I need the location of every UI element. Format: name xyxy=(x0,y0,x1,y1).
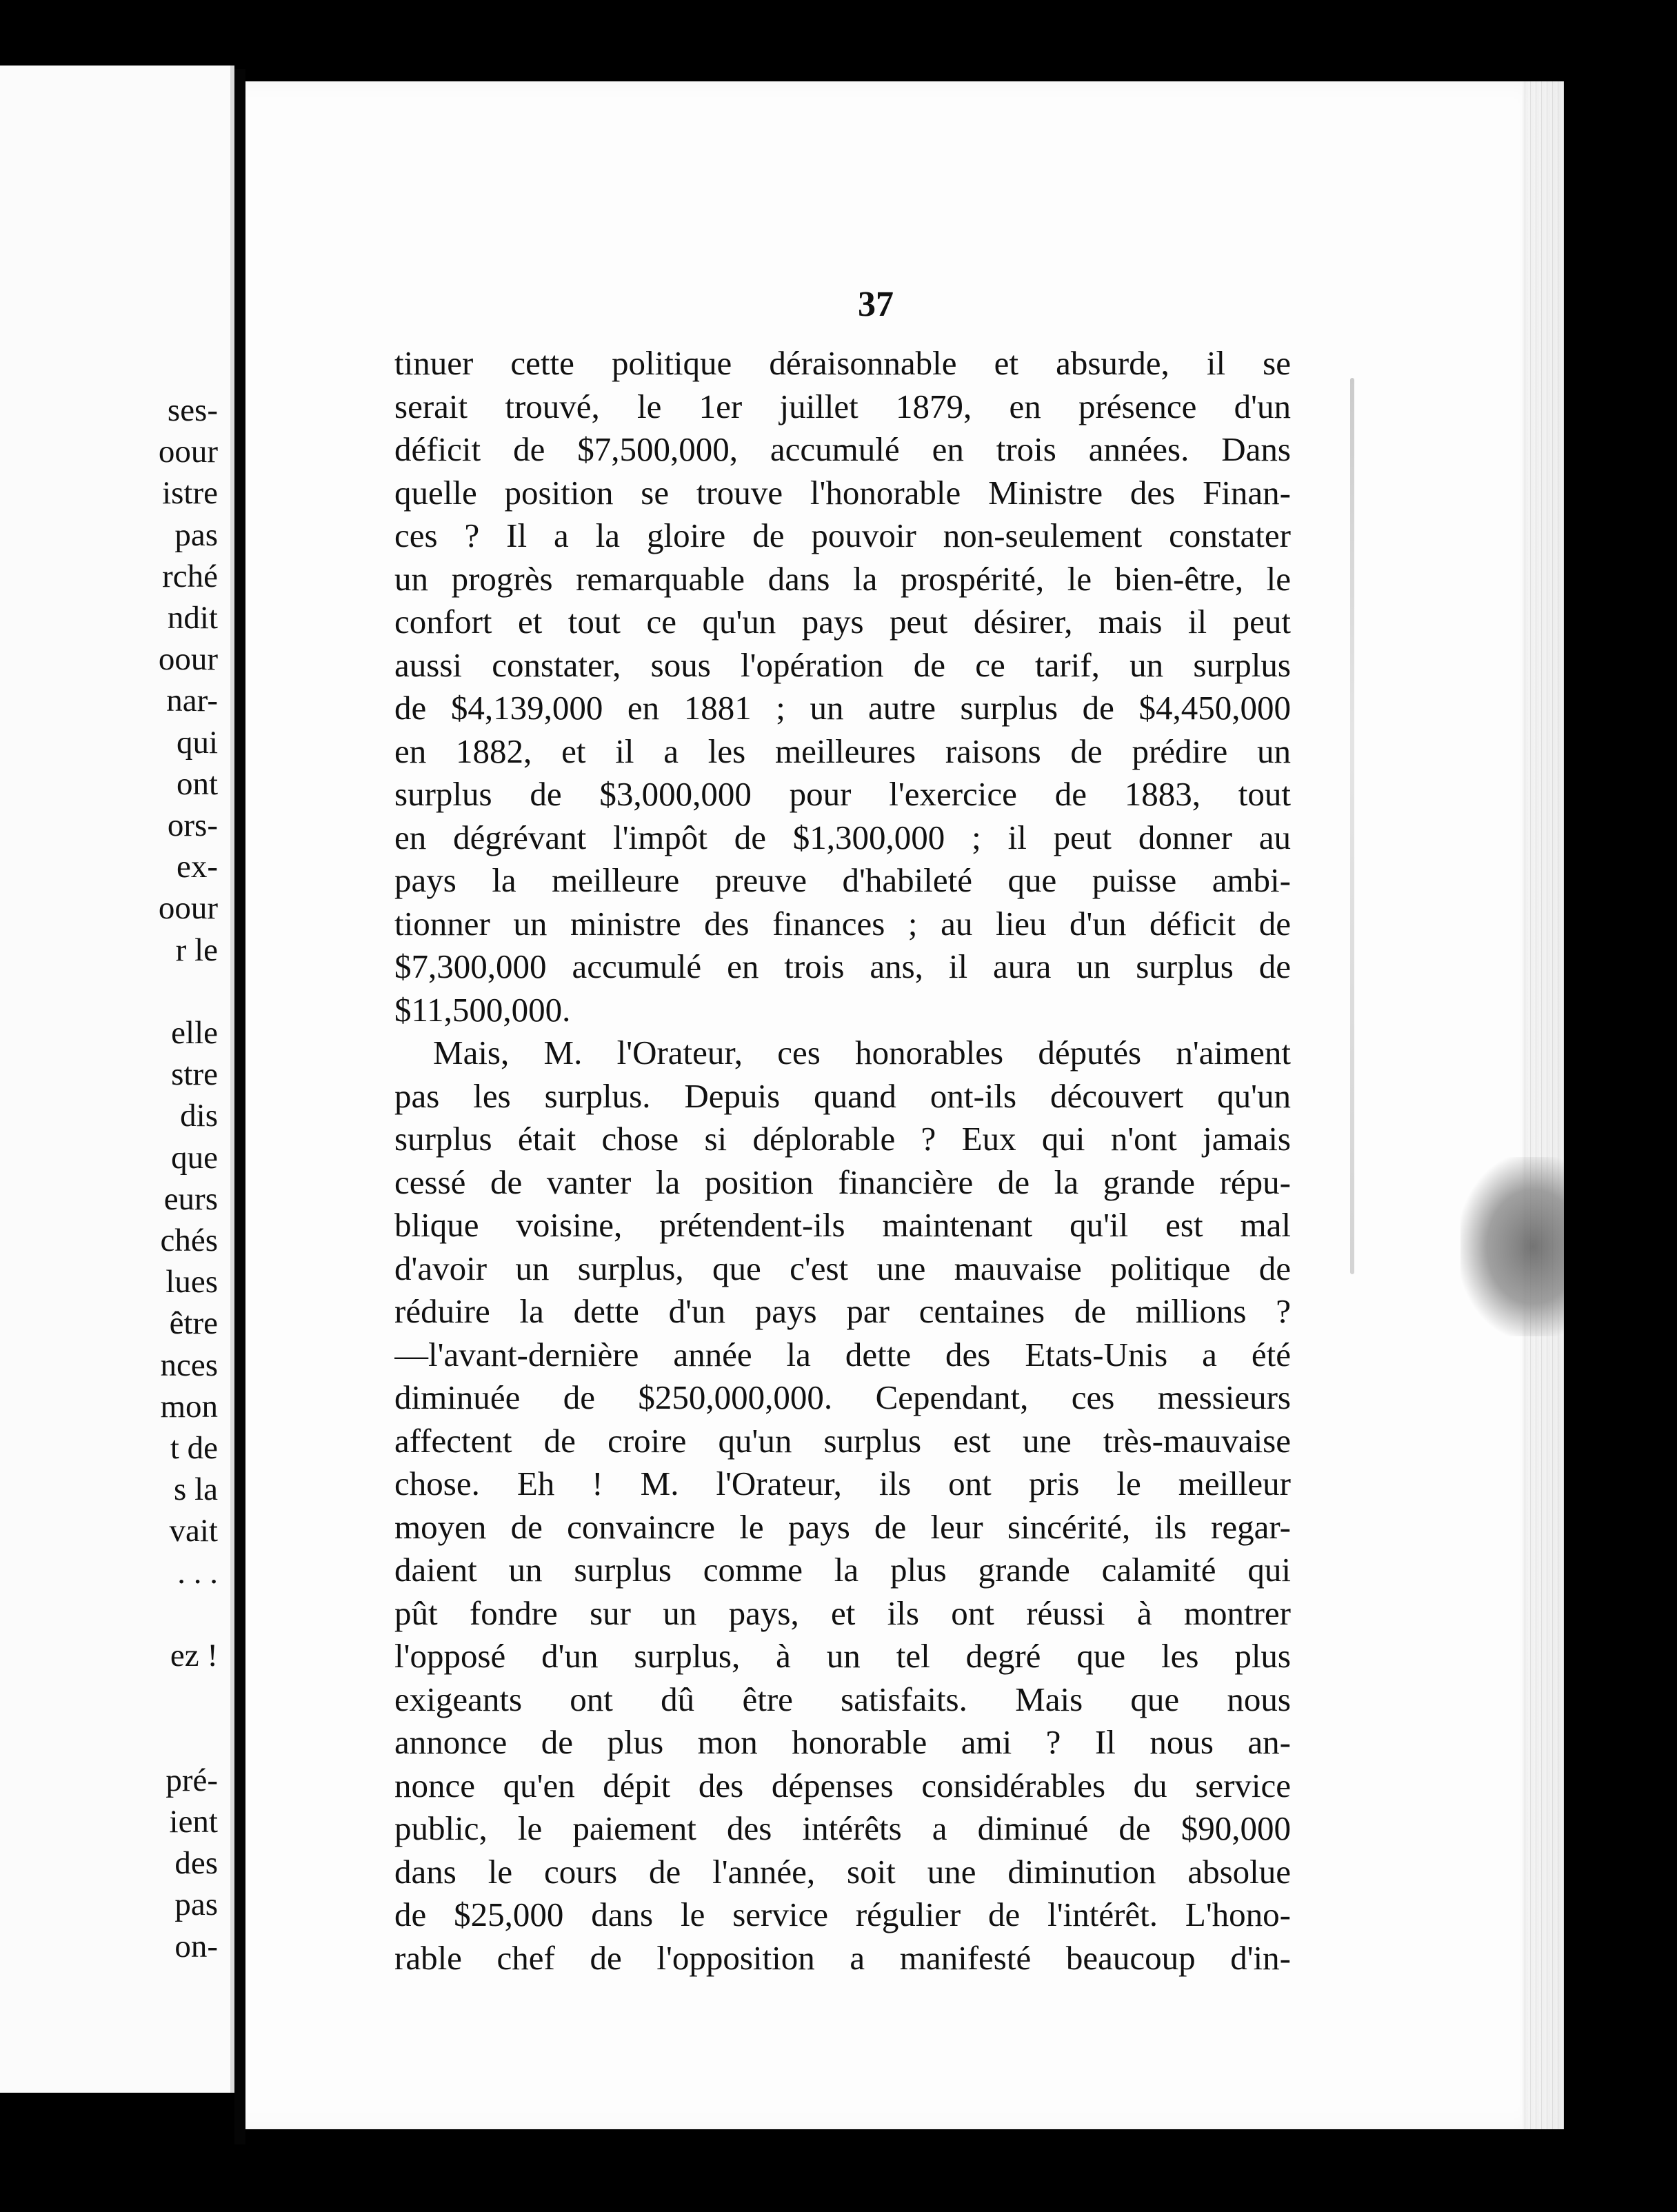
text-line: tionner un ministre des finances ; au lieu d'un déficit de xyxy=(394,904,1291,943)
book-page xyxy=(245,81,1564,2129)
fragment-line: mon xyxy=(160,1388,218,1425)
fragment-line: eurs xyxy=(163,1180,218,1217)
book-gutter xyxy=(234,69,245,2144)
text-line: quelle position se trouve l'honorable Ministre des Finan- xyxy=(394,473,1291,512)
text-line: d'avoir un surplus, que c'est une mauvaise politique de xyxy=(394,1249,1291,1287)
fragment-line: . . . xyxy=(177,1554,218,1591)
fragment-line: chés xyxy=(160,1223,218,1259)
text-line: cessé de vanter la position financière de la grande répu- xyxy=(394,1163,1291,1201)
page-edge xyxy=(1523,81,1564,2129)
fragment-line: dis xyxy=(180,1098,218,1134)
fragment-line xyxy=(159,971,218,1012)
fragment-line: ez ! xyxy=(170,1638,218,1674)
text-line: $11,500,000. xyxy=(394,990,571,1029)
page-body-text xyxy=(394,342,1291,1980)
fragment-line: on- xyxy=(174,1928,218,1964)
text-line: dans le cours de l'année, soit une diminution absolue xyxy=(394,1852,1291,1891)
fragment-line: oour xyxy=(158,434,218,470)
text-line: un progrès remarquable dans la prospérité, le bien-être, le xyxy=(394,559,1291,598)
fragment-line: elle xyxy=(171,1015,218,1052)
fragment-line: pas xyxy=(174,1887,218,1923)
text-line: réduire la dette d'un pays par centaines de millions ? xyxy=(394,1292,1291,1330)
text-line: en 1882, et il a les meilleures raisons de prédire un xyxy=(394,732,1291,770)
fragment-line: stre xyxy=(171,1056,218,1093)
text-line: diminuée de $250,000,000. Cependant, ces messieurs xyxy=(394,1378,1291,1416)
fragment-line: qui xyxy=(176,724,218,761)
text-line: confort et tout ce qu'un pays peut désirer, mais il peut xyxy=(394,603,1291,641)
fragment-line xyxy=(159,1676,218,1718)
fragment-line: des xyxy=(174,1845,218,1882)
fragment-line xyxy=(159,1718,218,1760)
text-line: déficit de $7,500,000, accumulé en trois années. Dans xyxy=(394,430,1291,468)
text-line: annonce de plus mon honorable ami ? Il nous an- xyxy=(394,1723,1291,1761)
fragment-line: t de xyxy=(170,1430,218,1467)
text-line: serait trouvé, le 1er juillet 1879, en présence d'un xyxy=(394,387,1291,425)
fragment-line: pas xyxy=(174,516,218,553)
fragment-line: istre xyxy=(162,475,218,512)
text-line: tinuer cette politique déraisonnable et absurde, il se xyxy=(394,344,1291,382)
text-line: aussi constater, sous l'opération de ce tarif, un surplus xyxy=(394,645,1291,684)
fragment-line: nar- xyxy=(166,683,218,719)
fragment-line: ient xyxy=(169,1803,218,1840)
previous-page-fragment xyxy=(0,66,234,2093)
text-line: rable chef de l'opposition a manifesté beaucoup d'in- xyxy=(394,1938,1291,1977)
text-line: l'opposé d'un surplus, à un tel degré que les plus xyxy=(394,1637,1291,1675)
page-number: 37 xyxy=(858,285,894,324)
fragment-line: oour xyxy=(158,890,218,927)
fragment-line: lues xyxy=(165,1264,218,1300)
fragment-line: pré- xyxy=(165,1762,218,1798)
text-line: ces ? Il a la gloire de pouvoir non-seulement constater xyxy=(394,516,1291,554)
text-line: nonce qu'en dépit des dépenses considérables du service xyxy=(394,1766,1291,1804)
text-line: surplus était chose si déplorable ? Eux qui n'ont jamais xyxy=(394,1120,1291,1158)
text-line: de $25,000 dans le service régulier de l'intérêt. L'hono- xyxy=(394,1896,1291,1933)
fragment-line: oour xyxy=(158,641,218,678)
paragraph-first-line: Mais, M. l'Orateur, ces honorables députés n'aiment xyxy=(433,1034,1291,1072)
fragment-line: ors- xyxy=(167,807,218,844)
scan-smudge xyxy=(1460,1157,1564,1336)
text-line: pas les surplus. Depuis quand ont-ils découvert qu'un xyxy=(394,1076,1291,1115)
text-line: blique voisine, prétendent-ils maintenant qu'il est mal xyxy=(394,1206,1291,1244)
text-line: pût fondre sur un pays, et ils ont réussi à montrer xyxy=(394,1593,1291,1632)
text-line: moyen de convaincre le pays de leur sincérité, ils regar- xyxy=(394,1507,1291,1546)
text-line: en dégrévant l'impôt de $1,300,000 ; il peut donner au xyxy=(394,818,1291,856)
text-line: exigeants ont dû être satisfaits. Mais que nous xyxy=(394,1680,1291,1718)
fragment-line: ses- xyxy=(167,392,218,428)
fragment-line: vait xyxy=(169,1513,218,1549)
fragment-line: nces xyxy=(160,1347,218,1383)
margin-pencil-mark xyxy=(1350,378,1354,1274)
text-line: public, le paiement des intérêts a diminué de $90,000 xyxy=(394,1809,1291,1847)
fragment-line: r le xyxy=(175,932,218,968)
fragment-line: ex- xyxy=(176,849,218,885)
text-line: —l'avant-dernière année la dette des Etats-Unis a été xyxy=(394,1335,1291,1374)
fragment-line: être xyxy=(169,1305,218,1342)
text-line: de $4,139,000 en 1881 ; un autre surplus de $4,450,000 xyxy=(394,689,1291,727)
text-line: affectent de croire qu'un surplus est une très-mauvaise xyxy=(394,1421,1291,1460)
text-line: chose. Eh ! M. l'Orateur, ils ont pris le meilleur xyxy=(394,1465,1291,1502)
previous-page-text xyxy=(159,390,218,1967)
text-line: pays la meilleure preuve d'habileté que puisse ambi- xyxy=(394,861,1291,899)
fragment-line: ont xyxy=(176,765,218,802)
fragment-line: s la xyxy=(174,1471,218,1508)
text-line: $7,300,000 accumulé en trois ans, il aura un surplus de xyxy=(394,947,1291,985)
fragment-line: que xyxy=(171,1139,218,1176)
fragment-line: rché xyxy=(162,558,218,594)
text-line: surplus de $3,000,000 pour l'exercice de 1883, tout xyxy=(394,775,1291,813)
fragment-line: ndit xyxy=(167,600,218,636)
fragment-line xyxy=(159,1593,218,1635)
text-line: daient un surplus comme la plus grande calamité qui xyxy=(394,1551,1291,1589)
